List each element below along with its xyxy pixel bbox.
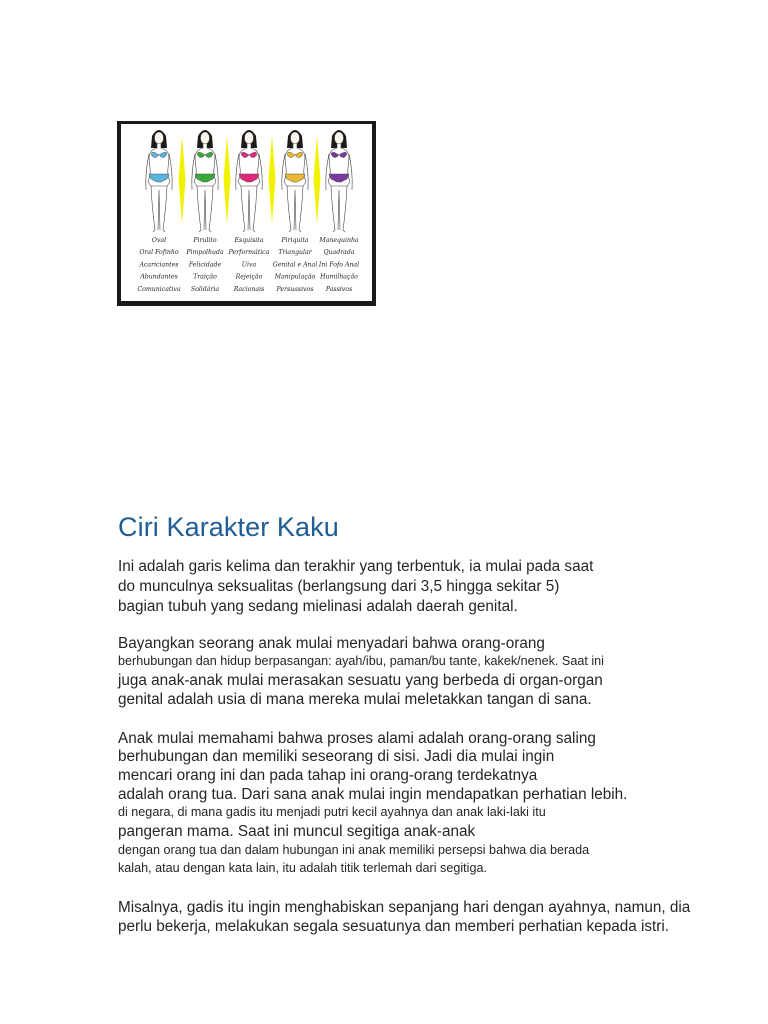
paragraph-1-line-2: do munculnya seksualitas (berlangsung dari 3,5 hingga sekitar 5) xyxy=(118,578,560,595)
figure-2-caption-1: Pirulito xyxy=(193,237,217,244)
divider-spike-2 xyxy=(224,136,231,224)
figure-4-caption-5: Persuasivos xyxy=(276,285,314,293)
figure-3-caption-4: Rejeição xyxy=(235,273,263,281)
figure-4-caption-4: Manipulação xyxy=(274,273,316,281)
paragraph-2-line-2: berhubungan dan hidup berpasangan: ayah/ibu, paman/bu tante, kakek/nenek. Saat ini xyxy=(118,654,604,668)
paragraph-2-line-4: genital adalah usia di mana mereka mulai meletakkan tangan di sana. xyxy=(118,691,592,708)
figure-2-caption-5: Solidária xyxy=(190,285,220,293)
paragraph-2-line-1: Bayangkan seorang anak mulai menyadari bahwa orang-orang xyxy=(118,635,545,652)
paragraph-3-line-7: dengan orang tua dan dalam hubungan ini anak memiliki persepsi bahwa dia berada xyxy=(118,843,590,857)
figure-3-caption-5: Racionais xyxy=(233,285,265,293)
divider-spike-1 xyxy=(179,136,186,224)
figure-3-caption-1: Esquisita xyxy=(234,237,264,244)
figure-2-caption-3: Felicidade xyxy=(188,261,222,269)
figure-4-legs xyxy=(287,186,303,232)
figure-1-caption-5: Comunicativa xyxy=(137,285,181,293)
figure-3-face xyxy=(245,132,254,144)
paragraph-3-line-6: pangeran mama. Saat ini muncul segitiga anak-anak xyxy=(118,823,476,840)
figure-5-caption-5: Passivos xyxy=(325,285,353,293)
figure-5-caption-2: Quadrada xyxy=(323,249,355,257)
figure-5-face xyxy=(335,132,344,144)
paragraph-3-line-8: kalah, atau dengan kata lain, itu adalah titik terlemah dari segitiga. xyxy=(118,861,487,875)
divider-spike-3 xyxy=(269,136,276,224)
figure-3-caption-2: Performática xyxy=(228,249,270,257)
paragraph-3-line-5: di negara, di mana gadis itu menjadi putri kecil ayahnya dan anak laki-laki itu xyxy=(118,805,546,819)
paragraph-3-line-1: Anak mulai memahami bahwa proses alami adalah orang-orang saling xyxy=(118,730,596,747)
figure-1-legs xyxy=(151,186,167,232)
figure-4-caption-3: Genital e Anal xyxy=(272,261,318,269)
paragraph-3-line-4: adalah orang tua. Dari sana anak mulai ingin mendapatkan perhatian lebih. xyxy=(118,786,628,803)
figure-1-face xyxy=(155,132,164,144)
paragraph-2-line-3: juga anak-anak mulai merasakan sesuatu yang berbeda di organ-organ xyxy=(118,672,603,689)
figure-4-caption-2: Triangular xyxy=(278,249,312,257)
figure-2-legs xyxy=(197,186,213,232)
page-title: Ciri Karakter Kaku xyxy=(118,512,339,542)
figure-1-caption-3: Acariciantes xyxy=(139,261,179,269)
figure-5-caption-1: Manequinha xyxy=(319,237,359,244)
divider-spike-4 xyxy=(314,136,321,224)
figure-2-caption-4: Traição xyxy=(193,273,217,281)
figure-1-caption-1: Oval xyxy=(151,237,167,244)
figure-4-caption-1: Piriquita xyxy=(281,237,309,244)
paragraph-3-line-3: mencari orang ini dan pada tahap ini orang-orang terdekatnya xyxy=(118,767,538,784)
figure-5-caption-4: Humilhação xyxy=(320,273,358,281)
illustration-canvas xyxy=(121,124,372,301)
paragraph-3-line-2: berhubungan dan memiliki seseorang di sisi. Jadi dia mulai ingin xyxy=(118,748,555,765)
figure-1-caption-4: Abundantes xyxy=(140,273,178,281)
figure-2-face xyxy=(201,132,210,144)
figure-1-caption-2: Oral Fofinho xyxy=(139,249,179,257)
paragraph-1-line-1: Ini adalah garis kelima dan terakhir yang terbentuk, ia mulai pada saat xyxy=(118,558,594,575)
figure-3-legs xyxy=(241,186,257,232)
figure-5-legs xyxy=(331,186,347,232)
paragraph-1-line-3: bagian tubuh yang sedang mielinasi adalah daerah genital. xyxy=(118,598,518,615)
paragraph-4-line-1: Misalnya, gadis itu ingin menghabiskan sepanjang hari dengan ayahnya, namun, dia xyxy=(118,899,691,916)
figure-3-caption-3: Uiva xyxy=(241,261,257,269)
figure-4-face xyxy=(291,132,300,144)
paragraph-4-line-2: perlu bekerja, melakukan segala sesuatunya dan memberi perhatian kepada istri. xyxy=(118,918,670,935)
body-figures-svg xyxy=(121,124,372,301)
figure-2-caption-2: Pimpolhuda xyxy=(186,249,224,257)
body-types-illustration xyxy=(117,121,376,306)
figure-5-caption-3: Ini Fofo Anal xyxy=(318,261,360,269)
